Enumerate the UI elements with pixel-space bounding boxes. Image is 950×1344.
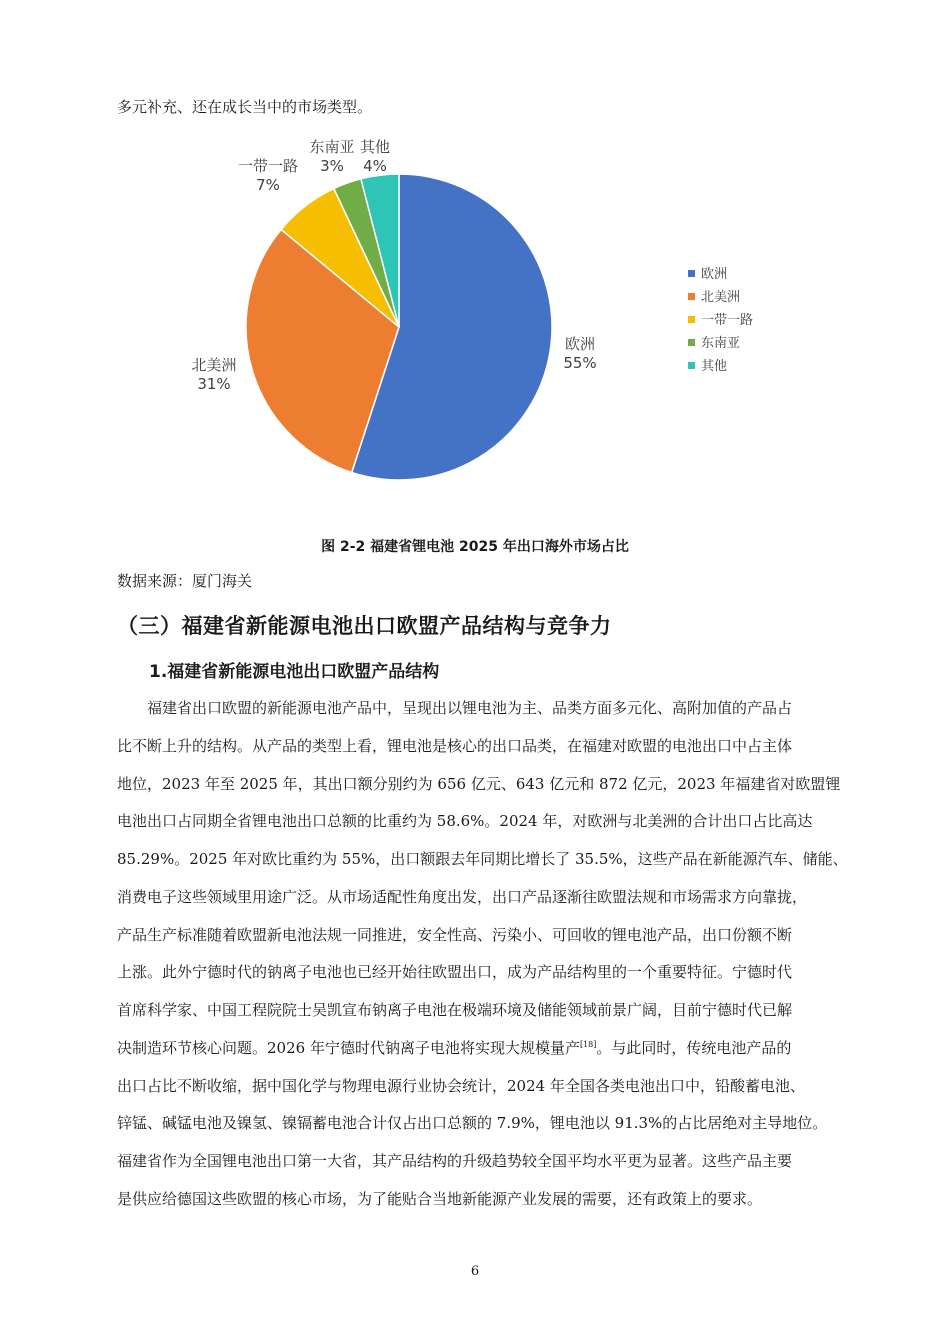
- body-line: 锌锰、碱锰电池及镍氢、镍镉蓄电池合计仅占出口总额的 7.9%，锂电池以 91.3%的占比居绝对主导地位。: [117, 1114, 828, 1133]
- legend-swatch: [688, 293, 695, 300]
- data-source: 数据来源：厦门海关: [117, 572, 253, 590]
- body-line: [117, 1030, 861, 1068]
- intro-paragraph: 多元补充、还在成长当中的市场类型。: [117, 98, 373, 116]
- data-label-value: 7%: [256, 176, 280, 194]
- body-line-text: 决制造环节核心问题。2026 年宁德时代钠离子电池将实现大规模量产: [117, 1038, 580, 1057]
- body-line: 福建省作为全国锂电池出口第一大省，其产品结构的升级趋势较全国平均水平更为显著。这些产品主要: [117, 1152, 793, 1170]
- body-line: 首席科学家、中国工程院院士吴凯宣布钠离子电池在极端环境及储能领域前景广阔，目前宁德时代已解: [117, 1001, 793, 1019]
- pie-chart: [170, 138, 790, 510]
- body-line: 上涨。此外宁德时代的钠离子电池也已经开始往欧盟出口，成为产品结构里的一个重要特征。宁德时代: [117, 963, 793, 982]
- body-line: 消费电子这些领域里用途广泛。从市场适配性角度出发，出口产品逐渐往欧盟法规和市场需求方向靠拢，: [117, 887, 808, 906]
- legend-swatch: [688, 316, 695, 323]
- legend-label: 北美洲: [701, 290, 741, 305]
- legend-swatch: [688, 362, 695, 369]
- body-line: 地位，2023 年至 2025 年，其出口额分别约为 656 亿元、643 亿元和 872 亿元，2023 年福建省对欧盟锂: [117, 774, 841, 793]
- legend-swatch: [688, 270, 695, 277]
- data-label-category: 其他: [359, 138, 391, 156]
- body-paragraph: [117, 690, 861, 1219]
- data-label-category: 北美洲: [191, 356, 237, 374]
- data-label-category: 东南亚: [309, 138, 355, 156]
- data-label-value: 55%: [563, 354, 597, 372]
- body-line: 是供应给德国这些欧盟的核心市场，为了能贴合当地新能源产业发展的需要，还有政策上的要求。: [117, 1189, 763, 1208]
- data-label-category: 一带一路: [237, 157, 299, 175]
- data-label-value: 4%: [363, 157, 387, 175]
- body-line: 福建省出口欧盟的新能源电池产品中，呈现出以锂电池为主、品类方面多元化、高附加值的产品占: [147, 699, 793, 717]
- legend-label: 一带一路: [701, 313, 754, 328]
- legend-label: 其他: [701, 359, 728, 374]
- body-line: 产品生产标准随着欧盟新电池法规一同推进，安全性高、污染小、可回收的锂电池产品，出口份额不断: [117, 925, 793, 944]
- body-line: 85.29%。2025 年对欧比重约为 55%，出口额跟去年同期比增长了 35.5%，这些产品在新能源汽车、储能、: [117, 850, 848, 868]
- page-number: 6: [470, 1264, 480, 1279]
- subsection-heading: 1.福建省新能源电池出口欧盟产品结构: [149, 662, 440, 682]
- legend-label: 东南亚: [701, 336, 741, 351]
- legend-swatch: [688, 339, 695, 346]
- body-line: 比不断上升的结构。从产品的类型上看，锂电池是核心的出口品类，在福建对欧盟的电池出口中占主体: [117, 736, 793, 755]
- data-label-value: 3%: [320, 157, 344, 175]
- pie-chart-svg: [170, 138, 790, 510]
- body-line: 电池出口占同期全省锂电池出口总额的比重约为 58.6%。2024 年，对欧洲与北美洲的合计出口占比高达: [117, 812, 813, 831]
- body-line: 出口占比不断收缩，据中国化学与物理电源行业协会统计，2024 年全国各类电池出口中，铅酸蓄电池、: [117, 1076, 805, 1095]
- citation-ref: [18]: [579, 1039, 597, 1049]
- legend-label: 欧洲: [701, 267, 728, 282]
- section-heading: （三）福建省新能源电池出口欧盟产品结构与竞争力: [117, 614, 612, 638]
- figure-caption: 图 2-2 福建省锂电池 2025 年出口海外市场占比: [321, 539, 629, 555]
- body-line-text: 。与此同时，传统电池产品的: [596, 1038, 792, 1057]
- data-label-category: 欧洲: [564, 335, 596, 353]
- data-label-value: 31%: [197, 375, 231, 393]
